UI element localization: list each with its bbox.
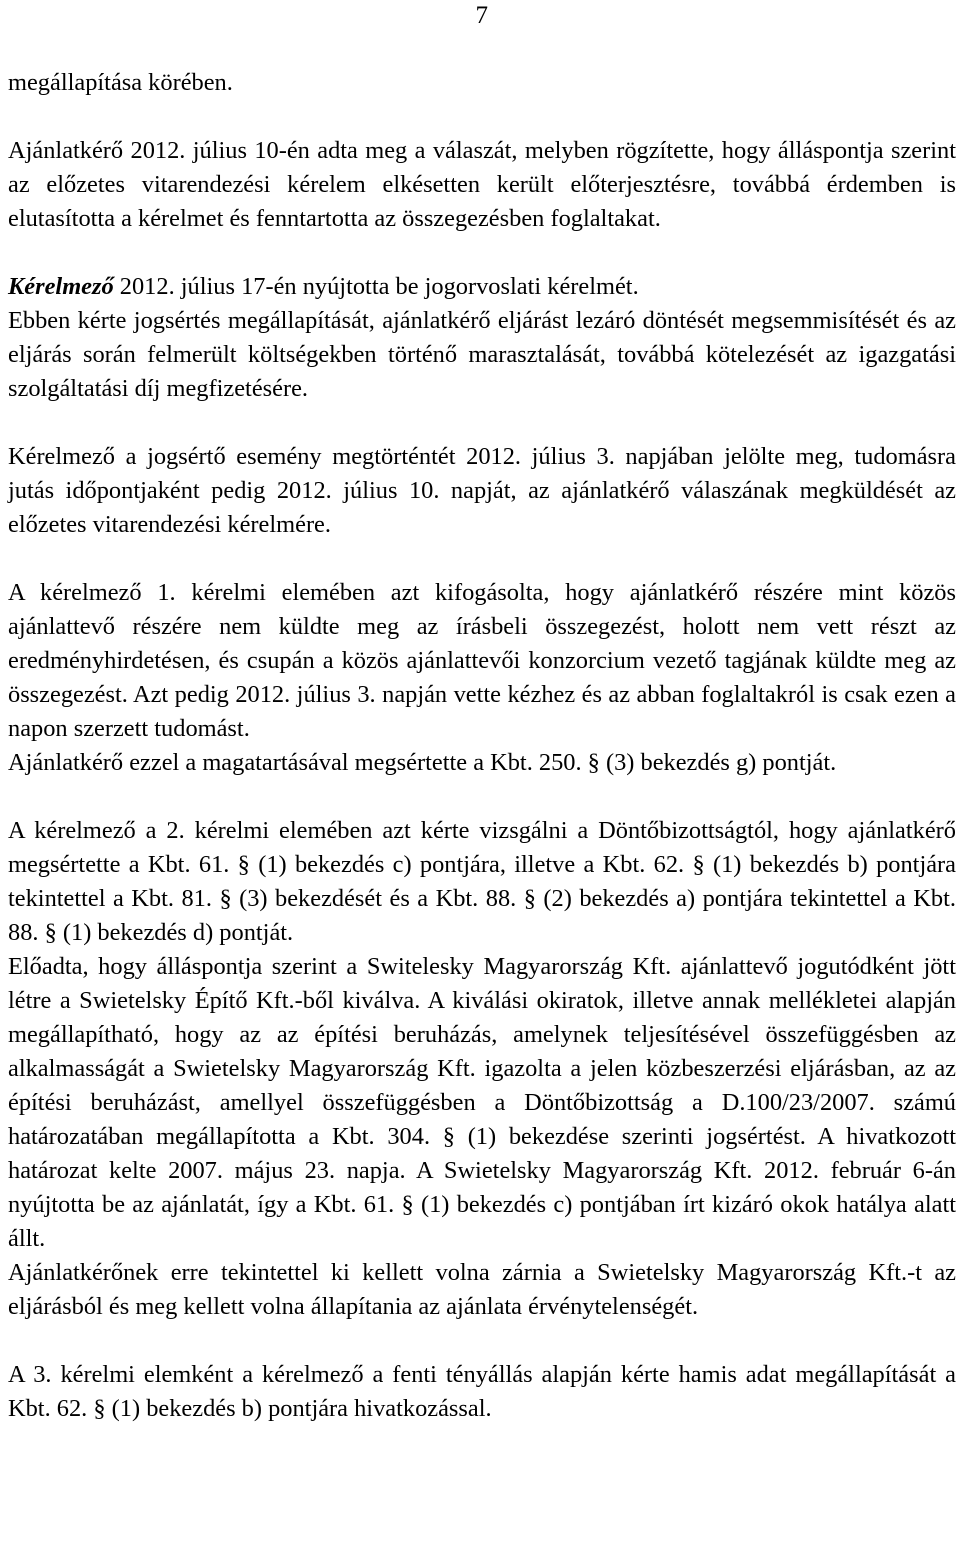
paragraph-switelesky: Előadta, hogy álláspontja szerint a Switelesky Magyarország Kft. ajánlattevő jogutódként jött létre a Swietelsky Építő Kft.-ből kiválva. A kiválási okiratok, illetve annak mellékletei alapján megállapítható, hogy az az építési beruházás, amelynek teljesítésével összefüggésben az alkalmasságát a Swietelsky Magyarország Kft. igazolta a jelen közbeszerzési eljárásban, az az építési beruházást, amellyel összefüggésben a Döntőbizottság a D.100/23/2007. számú határozatában megállapította a Kbt. 304. § (1) bekezdése szerinti jogsértést. A hivatkozott határozat kelte 2007. május 23. napja. A Swietelsky Magyarország Kft. 2012. február 6-án nyújtotta be az ajánlatát, így a Kbt. 61. § (1) bekezdés c) pontjában írt kizáró okok hatálya alatt állt. [8, 953, 956, 1252]
paragraph-kbt-250: Ajánlatkérő ezzel a magatartásával megsértette a Kbt. 250. § (3) bekezdés g) pontját. [8, 749, 837, 776]
kerelem-benyujtas-text: 2012. július 17-én nyújtotta be jogorvoslati kérelmét. [113, 273, 639, 300]
page-number: 7 [475, 2, 488, 29]
paragraph-kerelmi-elem-2: A kérelmező a 2. kérelmi elemében azt kérte vizsgálni a Döntőbizottságtól, hogy ajánlatkérő megsértette a Kbt. 61. § (1) bekezdés c) pontjára, illetve a Kbt. 62. § (1) bekezdés b) pontjára tekintettel a Kbt. 81. § (3) bekezdését és a Kbt. 88. § (2) bekezdés a) pontjára tekintettel a Kbt. 88. § (1) bekezdés d) pontját. [8, 817, 956, 946]
paragraph-ajanlatkero-valasz: Ajánlatkérő 2012. július 10-én adta meg a válaszát, melyben rögzítette, hogy álláspontja szerint az előzetes vitarendezési kérelem elkésetten került előterjesztésre, továbbá érdemben is elutasította a kérelmet és fenntartotta az összegezésben foglaltakat. [8, 137, 956, 232]
paragraph-kerelem-benyujtas [8, 270, 956, 304]
kerelmező-emphasis: Kérelmező [8, 273, 114, 300]
paragraph-jogserto-esemeny: Kérelmező a jogsértő esemény megtörténtét 2012. július 3. napjában jelölte meg, tudomásra jutás időpontjaként pedig 2012. július 10. napját, az ajánlatkérő válaszának megküldését az előzetes vitarendezési kérelmére. [8, 443, 956, 538]
paragraph-kerelmi-elem-1: A kérelmező 1. kérelmi elemében azt kifogásolta, hogy ajánlatkérő részére mint közös ajánlattevő részére nem küldte meg az írásbeli összegezést, holott nem vett részt az eredményhirdetésen, és csupán a közös ajánlattevői konzorcium vezető tagjának küldte meg az összegezést. Azt pedig 2012. július 3. napján vette kézhez és az abban foglaltakról is csak ezen a napon szerzett tudomást. [8, 579, 956, 742]
document-body [8, 66, 956, 1426]
paragraph-intro-fragment: megállapítása körében. [8, 69, 233, 96]
paragraph-kerelmi-elem-3: A 3. kérelmi elemként a kérelmező a fenti tényállás alapján kérte hamis adat megállapítását a Kbt. 62. § (1) bekezdés b) pontjára hivatkozással. [8, 1361, 956, 1422]
paragraph-kerelem-tartalma: Ebben kérte jogsértés megállapítását, ajánlatkérő eljárást lezáró döntését megsemmisítését és az eljárás során felmerült költségekben történő marasztalását, továbbá kötelezését az igazgatási szolgáltatási díj megfizetésére. [8, 307, 956, 402]
paragraph-kizaras: Ajánlatkérőnek erre tekintettel ki kellett volna zárnia a Swietelsky Magyarország Kft.-t az eljárásból és meg kellett volna állapítania az ajánlata érvénytelenségét. [8, 1259, 956, 1320]
